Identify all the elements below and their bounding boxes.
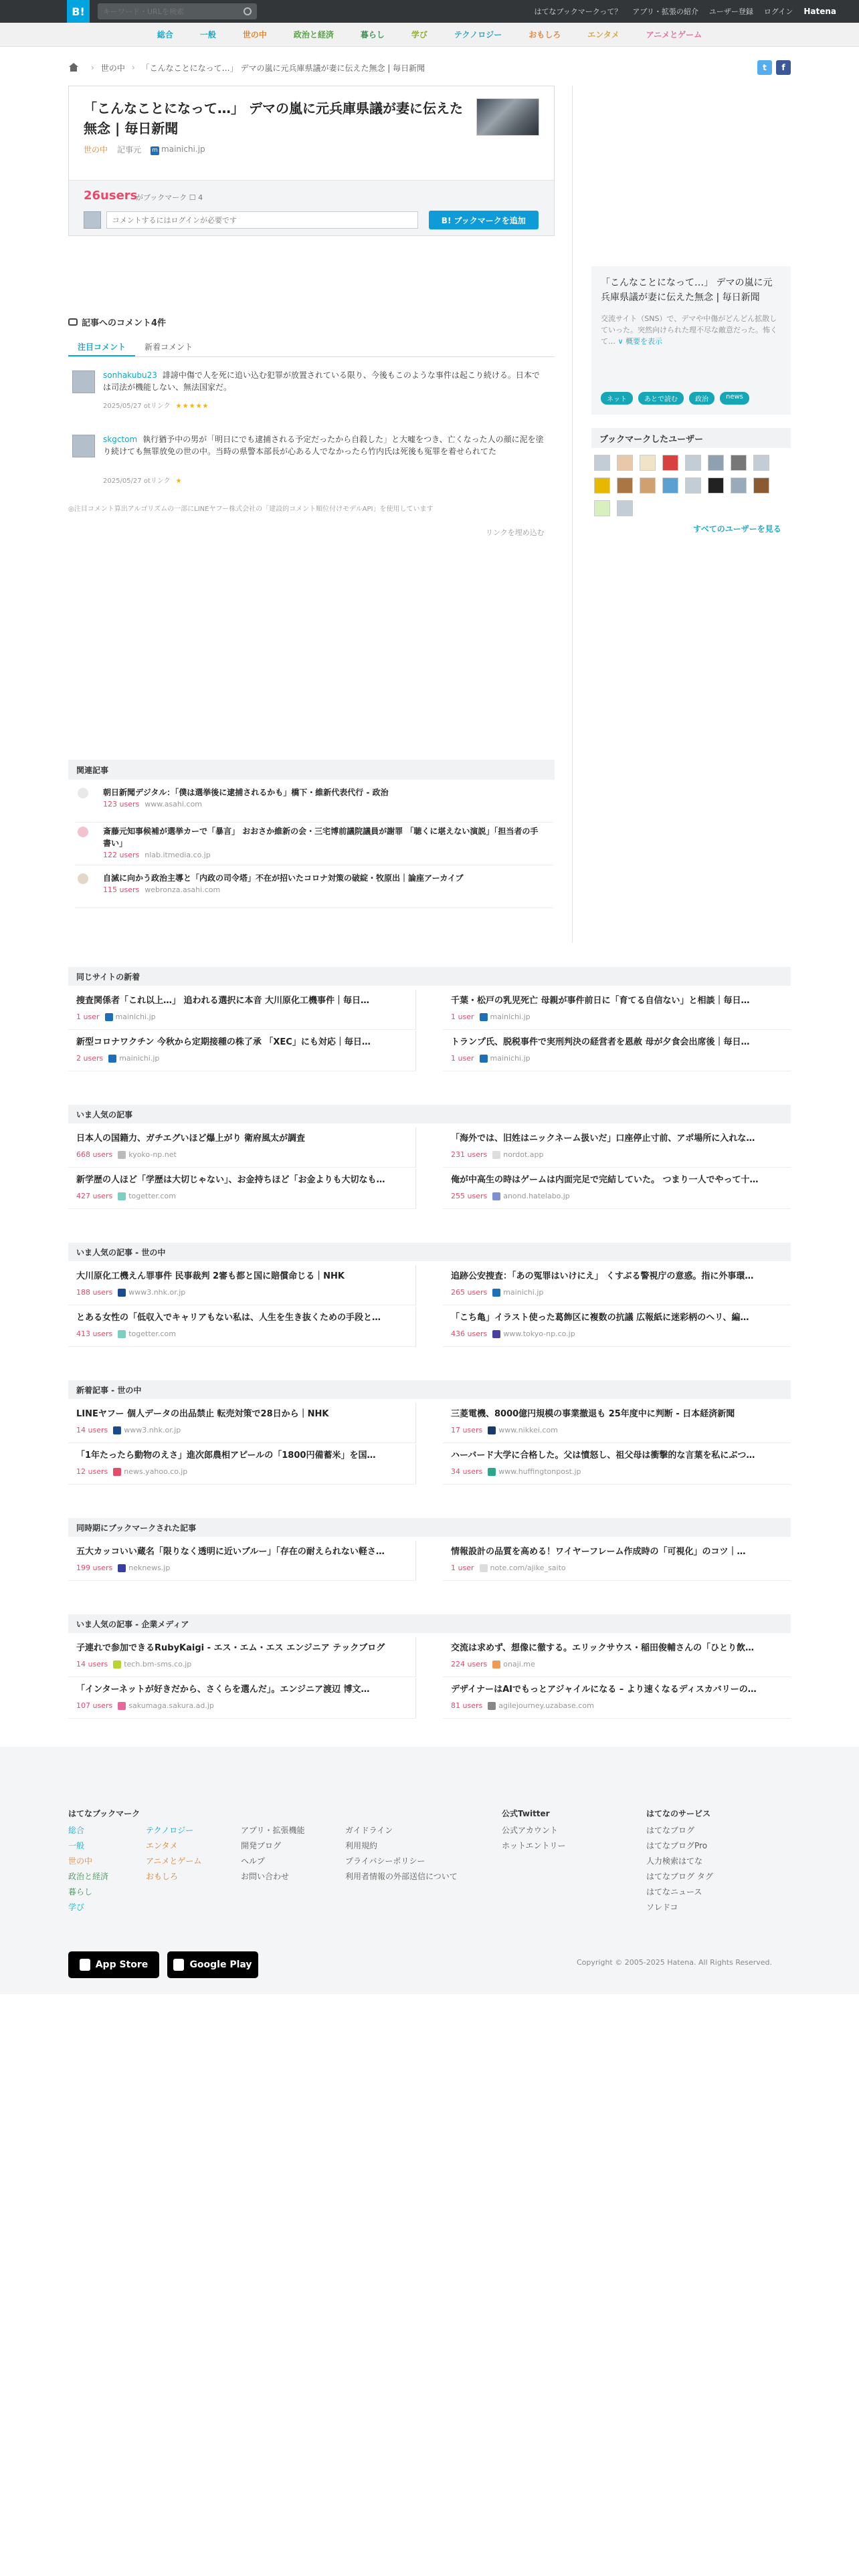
entry-summary — [591, 266, 791, 415]
category-social[interactable]: 世の中 — [242, 30, 267, 39]
section-same-site: 同じサイトの新着 — [68, 967, 791, 986]
comment-user[interactable]: skgctom — [103, 435, 138, 444]
footer-link[interactable]: ヘルプ — [241, 1856, 266, 1866]
article-card[interactable]: トランプ氏、脱税事件で実刑判決の経営者を恩赦 母が夕食会出席後｜毎日… 1 user mainichi.jp — [443, 1031, 791, 1071]
avatar — [84, 211, 101, 229]
category-entertainment[interactable]: エンタメ — [587, 30, 619, 39]
article-card[interactable]: 大川原化工機えん罪事件 民事裁判 2審も都と国に賠償命じる｜NHK 188 users www3.nhk.or.jp — [68, 1265, 416, 1305]
category-economics[interactable]: 政治と経済 — [293, 30, 334, 39]
related-meta: 115 users webronza.asahi.com — [103, 885, 221, 894]
comment-meta: 2025/05/27 otリンク ★ — [103, 477, 183, 485]
article-card[interactable]: 「1年たったら動物のえさ」進次郎農相アピールの「1800円備蓄米」を国… 12 users news.yahoo.co.jp — [68, 1444, 416, 1485]
footer-link[interactable]: 総合 — [68, 1826, 85, 1835]
algorithm-note: ◎注目コメント算出アルゴリズムの一部にLINEヤフー株式会社の「建設的コメント順位付けモデルAPI」を使用しています — [68, 506, 434, 513]
app-store-button[interactable]: App Store — [68, 1951, 159, 1978]
article-card[interactable]: 捜査関係者「これ以上…」 追われる選択に本音 大川原化工機事件｜毎日… 1 user mainichi.jp — [68, 990, 416, 1030]
breadcrumb-section[interactable]: 世の中 — [100, 63, 125, 73]
search-icon[interactable] — [244, 7, 252, 15]
footer-link[interactable]: 政治と経済 — [68, 1872, 109, 1881]
avatar[interactable] — [617, 477, 633, 494]
comment-row — [84, 211, 539, 229]
related-item[interactable] — [75, 784, 553, 823]
add-bookmark-button[interactable]: B! ブックマークを追加 — [429, 211, 539, 229]
footer-link[interactable]: エンタメ — [146, 1841, 178, 1850]
related-title[interactable]: 自滅に向かう政治主導と「内政の司令塔」不在が招いたコロナ対策の破綻・牧原出｜論座アーカイブ — [103, 873, 464, 883]
footer-link[interactable]: 世の中 — [68, 1856, 93, 1866]
avatar[interactable] — [731, 455, 747, 471]
article-card[interactable]: 子連れで参加できるRubyKaigi - エス・エム・エス エンジニア テックブログ 14 users tech.bm-sms.co.jp — [68, 1637, 416, 1677]
show-summary-link[interactable]: ∨ 概要を表示 — [617, 337, 663, 346]
related-title[interactable]: 斎藤元知事候補が選挙カーで「暴言」 おおさか維新の会・三宅博前議院議員が謝罪 「聴くに堪えない演説」「担当者の手書い」 — [103, 827, 539, 848]
footer-link[interactable]: ホットエントリー — [502, 1841, 566, 1850]
comment-body: skgctom 執行猶予中の男が「明日にでも逮捕される予定だったから自殺した」と大嘘をつき、亡くなった人の顔に泥を塗り続けても無罪放免の世の中。当時の県警本部長が心ある人でなかったら竹内氏は死後も冤罪を着せられてた — [103, 435, 544, 456]
chevron-right-icon: › — [91, 63, 94, 72]
avatar[interactable] — [753, 477, 769, 494]
category-life[interactable]: 暮らし — [360, 30, 385, 39]
nav-apps[interactable]: アプリ・拡張の紹介 — [632, 7, 698, 16]
avatar[interactable] — [594, 477, 610, 494]
avatar[interactable] — [685, 455, 701, 471]
category-it[interactable]: テクノロジー — [454, 30, 502, 39]
category-game[interactable]: アニメとゲーム — [646, 30, 702, 39]
comment-user[interactable]: sonhakubu23 — [103, 370, 157, 380]
article-card[interactable]: 五大カッコいい蔵名「限りなく透明に近いブルー」「存在の耐えられない軽さ… 199 users neknews.jp — [68, 1541, 416, 1581]
section-popular: いま人気の記事 — [68, 1105, 791, 1123]
embed-link[interactable]: リンクを埋め込む — [486, 528, 545, 537]
footer-link[interactable]: 利用者情報の外部送信について — [345, 1872, 458, 1881]
avatar[interactable] — [72, 435, 95, 457]
related-meta: 123 users www.asahi.com — [103, 800, 202, 809]
footer-link[interactable]: 学び — [68, 1903, 85, 1912]
avatar[interactable] — [708, 477, 724, 494]
article-card[interactable]: 新学歴の人ほど「学歴は大切じゃない」、お金持ちほど「お金よりも大切なも… 427 users togetter.com — [68, 1169, 416, 1209]
avatar[interactable] — [617, 455, 633, 471]
footer-link[interactable]: ガイドライン — [345, 1826, 393, 1835]
footer-link[interactable]: 公式アカウント — [502, 1826, 558, 1835]
category-fun[interactable]: おもしろ — [529, 30, 561, 39]
article-card[interactable]: 情報設計の品質を高める！ワイヤーフレーム作成時の「可視化」のコツ｜… 1 user note.com/ajike_saito — [443, 1541, 791, 1581]
mainichi-icon: m — [151, 146, 159, 155]
bookmark-label: がブックマーク ☐ 4 — [136, 193, 203, 202]
comments-heading: 記事へのコメント4件 — [68, 316, 166, 328]
avatar[interactable] — [617, 500, 633, 516]
article-card[interactable]: 「こち亀」イラスト使った葛飾区に複数の抗議 広報紙に迷彩柄のヘリ、編… 436 users www.tokyo-np.co.jp — [443, 1307, 791, 1347]
avatar[interactable] — [640, 455, 656, 471]
footer-link[interactable]: 開発ブログ — [241, 1841, 282, 1850]
section-same-period: 同時期にブックマークされた記事 — [68, 1518, 791, 1537]
article-card[interactable]: LINEヤフー 個人データの出品禁止 転売対策で28日から｜NHK 14 users www3.nhk.or.jp — [68, 1403, 416, 1443]
category-bar — [0, 23, 859, 47]
hatena-logo[interactable]: Hatena — [803, 7, 836, 16]
comment-item — [72, 433, 551, 487]
hatena-bookmark-logo[interactable]: B! — [67, 0, 90, 23]
bookmarked-users-heading: ブックマークしたユーザー — [591, 428, 791, 448]
avatar[interactable] — [662, 477, 678, 494]
google-play-button[interactable]: Google Play — [167, 1951, 258, 1978]
article-card[interactable]: 「インターネットが好きだから、さくらを選んだ」。エンジニア渡辺 博文… 107 users sakumaga.sakura.ad.jp — [68, 1679, 416, 1719]
entry-title[interactable]: 「こんなことになって…」 デマの嵐に元兵庫県議が妻に伝えた無念 | 毎日新聞 — [84, 100, 463, 136]
article-card[interactable]: 千葉・松戸の乳児死亡 母親が事件前日に「育てる自信ない」と相談｜毎日… 1 user mainichi.jp — [443, 990, 791, 1030]
facebook-icon[interactable]: f — [776, 60, 791, 75]
avatar[interactable] — [72, 370, 95, 393]
related-item[interactable] — [75, 869, 553, 908]
comment-input[interactable] — [106, 211, 418, 229]
article-card[interactable]: デザイナーはAIでもっとアジャイルになる – より速くなるディスカバリーの… 81 users agilejourney.uzabase.com — [443, 1679, 791, 1719]
search-box[interactable] — [98, 3, 257, 19]
article-card[interactable]: 交流は求めず、想像に徹する。エリックサウス・稲田俊輔さんの「ひとり飲… 224 users onaji.me — [443, 1637, 791, 1677]
footer-link[interactable]: はてなブログ — [646, 1826, 695, 1835]
related-title[interactable]: 朝日新聞デジタル：「僕は選挙後に逮捕されるかも」橋下・維新代表代行 - 政治 — [103, 788, 389, 797]
comment-body: sonhakubu23 誹謗中傷で人を死に追い込む犯罪が放置されている限り、今後もこのような事件は起こり続ける。日本では司法が機能しない、無法国家だ。 — [103, 370, 540, 392]
category-knowledge[interactable]: 学び — [411, 30, 427, 39]
avatar[interactable] — [753, 455, 769, 471]
category-general[interactable]: 一般 — [199, 30, 216, 39]
bookmark-panel — [69, 180, 554, 235]
footer-link[interactable]: プライバシーポリシー — [345, 1856, 425, 1866]
tab-popular-comments[interactable]: 注目コメント — [68, 337, 135, 356]
tag-list — [601, 392, 749, 405]
column-divider — [572, 86, 573, 943]
entry-category[interactable]: 世の中 — [84, 145, 108, 154]
article-card[interactable]: 新型コロナワクチン 今秋から定期接種の株了承 「XEC」にも対応｜毎日… 2 users mainichi.jp — [68, 1031, 416, 1071]
avatar[interactable] — [594, 455, 610, 471]
twitter-icon[interactable]: t — [757, 60, 772, 75]
footer-link[interactable]: はてなブログ タグ — [646, 1872, 713, 1881]
tag-politics[interactable]: 政治 — [689, 392, 714, 405]
footer-link[interactable]: はてなニュース — [646, 1887, 702, 1897]
see-all-users-link[interactable]: すべてのユーザーを見る — [693, 524, 781, 534]
section-popular-society: いま人気の記事 - 世の中 — [68, 1243, 791, 1261]
home-icon[interactable] — [68, 63, 79, 72]
tag-news[interactable]: news — [720, 392, 749, 405]
related-item[interactable] — [75, 823, 553, 865]
footer-col-apps — [241, 1823, 305, 1885]
footer-col-services: はてなのサービス はてなブログ はてなブログPro 人力検索はてな はてなブログ タグ はてなニュース ソレドコ — [646, 1809, 713, 1912]
breadcrumb-title: 「こんなことになって…」 デマの嵐に元兵庫県議が妻に伝えた無念 | 毎日新聞 — [141, 63, 425, 73]
document-icon — [78, 788, 88, 798]
related-meta: 122 users nlab.itmedia.co.jp — [103, 851, 211, 859]
avatar[interactable] — [594, 500, 610, 516]
entry-card — [68, 86, 555, 236]
top-nav — [535, 0, 836, 23]
comment-tabs — [68, 337, 555, 357]
footer-link[interactable]: 暮らし — [68, 1887, 93, 1897]
article-card[interactable]: 三菱電機、8000億円規模の事業撤退も 25年度中に判断 - 日本経済新聞 17 users www.nikkei.com — [443, 1403, 791, 1443]
summary-text: 交流サイト（SNS）で、デマや中傷がどんどん拡散していった。突然向けられた理不尽な敵意だった。怖くて… ∨ 概要を表示 — [601, 314, 777, 346]
footer-link[interactable]: おもしろ — [146, 1872, 179, 1881]
footer-link[interactable]: 利用規約 — [345, 1841, 378, 1850]
nav-register[interactable]: ユーザー登録 — [708, 7, 753, 16]
article-card[interactable]: とある女性の「低収入でキャリアもない私は、人生を生き抜くための手段と… 413 users togetter.com — [68, 1307, 416, 1347]
comment-meta: 2025/05/27 otリンク ★★★★★ — [103, 403, 209, 410]
footer-link[interactable]: アプリ・拡張機能 — [241, 1826, 305, 1835]
tag-net[interactable]: ネット — [601, 392, 633, 405]
tab-new-comments[interactable]: 新着コメント — [145, 342, 193, 352]
copyright: Copyright © 2005-2025 Hatena. All Rights Reserved. — [577, 1958, 773, 1967]
footer-link[interactable]: ソレドコ — [646, 1903, 678, 1912]
avatar[interactable] — [640, 477, 656, 494]
article-card[interactable]: 「海外では、旧姓はニックネーム扱いだ」口座停止寸前、アポ場所に入れな… 231 users nordot.app — [443, 1128, 791, 1168]
nav-about[interactable]: はてなブックマークって？ — [534, 7, 622, 16]
global-header — [0, 0, 859, 23]
apple-icon — [80, 1959, 90, 1971]
article-card[interactable]: 日本人の国籍力、ガチエグいほど爆上がり 衛府風太が調査 668 users kyoko-np.net — [68, 1128, 416, 1168]
category-all[interactable]: 総合 — [157, 30, 173, 39]
footer-link[interactable]: アニメとゲーム — [146, 1856, 202, 1866]
entry-meta — [84, 144, 205, 155]
comment-item — [72, 369, 551, 416]
share-buttons — [757, 60, 791, 75]
avatar[interactable] — [685, 477, 701, 494]
summary-title: 「こんなことになって…」 デマの嵐に元兵庫県議が妻に伝えた無念 | 毎日新聞 — [601, 278, 773, 303]
user-avatar-grid — [594, 455, 788, 516]
comment-bubble-icon — [68, 318, 78, 326]
itmedia-icon — [78, 827, 88, 837]
footer-link[interactable]: はてなブログPro — [646, 1841, 708, 1850]
search-input[interactable] — [103, 7, 237, 16]
chevron-right-icon: › — [131, 63, 135, 72]
play-icon — [173, 1959, 184, 1971]
footer-col-categories — [146, 1823, 201, 1885]
article-card[interactable]: 追跡公安捜査：「あの冤罪はいけにえ」 くすぶる警視庁の意惑。指に外事環… 265 users mainichi.jp — [443, 1265, 791, 1305]
footer-col-twitter: 公式Twitter 公式アカウント ホットエントリー — [502, 1809, 566, 1850]
footer-col-bookmark: はてなブックマーク 総合 一般 世の中 政治と経済 暮らし 学び — [68, 1809, 140, 1912]
users-count[interactable]: 26users — [84, 189, 138, 203]
avatar[interactable] — [731, 477, 747, 494]
section-corporate-media: いま人気の記事 - 企業メディア — [68, 1614, 791, 1633]
footer-link[interactable]: テクノロジー — [146, 1826, 194, 1835]
entry-domain[interactable]: m mainichi.jp — [151, 144, 205, 155]
section-new-society: 新着記事 - 世の中 — [68, 1380, 791, 1399]
related-heading: 関連記事 — [68, 760, 555, 780]
avatar[interactable] — [708, 455, 724, 471]
footer-link[interactable]: 一般 — [68, 1841, 85, 1850]
article-card[interactable]: ハーバード大学に合格した。父は憤怒し、祖父母は衝撃的な言葉を私にぶつ… 34 users www.huffingtonpost.jp — [443, 1444, 791, 1485]
nav-login[interactable]: ログイン — [763, 7, 793, 16]
article-source-label: 記事元 — [117, 145, 142, 154]
footer-link[interactable]: 人力検索はてな — [646, 1856, 703, 1866]
asahi-icon — [78, 873, 88, 884]
avatar[interactable] — [662, 455, 678, 471]
tag-read-later[interactable]: あとで読む — [638, 392, 684, 405]
footer-link[interactable]: お問い合わせ — [241, 1872, 290, 1881]
entry-thumbnail[interactable] — [476, 98, 539, 136]
breadcrumb — [68, 58, 791, 78]
footer-col-guidelines — [345, 1823, 458, 1885]
article-card[interactable]: 俺が中高生の時はゲームは内面完足で完結していた。 つまり一人でやって十… 255 users anond.hatelabo.jp — [443, 1169, 791, 1209]
